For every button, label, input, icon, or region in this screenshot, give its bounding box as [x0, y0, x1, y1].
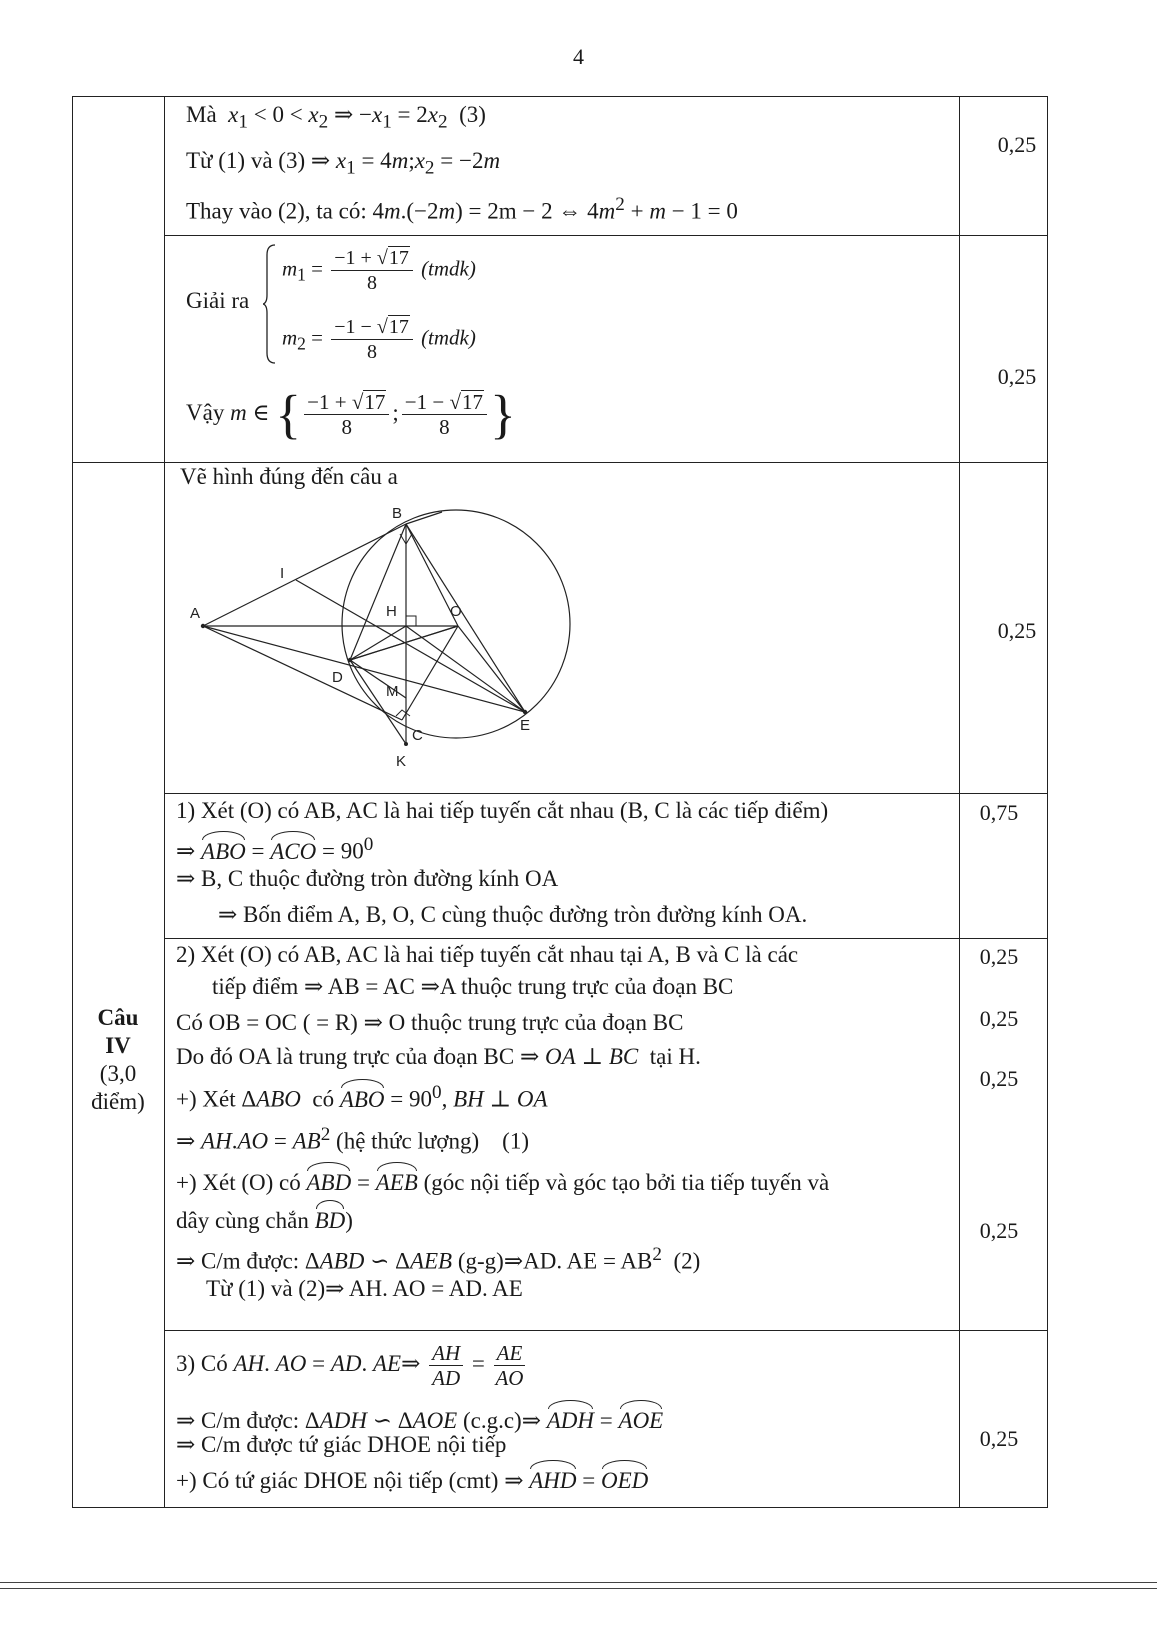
part1-line-1: Mà $x_1 < 0 < x_2$ ⇒ $-x_1 = 2x_2$ (3)	[186, 102, 486, 133]
q1-line-1: 1) Xét (O) có AB, AC là hai tiếp tuyến cắt nhau (B, C là các tiếp điểm)	[176, 798, 829, 823]
footer-rule	[0, 1582, 1157, 1583]
column-divider-left	[164, 96, 165, 1508]
point-a	[201, 624, 205, 628]
score-q2-1: 0,25	[979, 944, 1019, 969]
segment-oc	[402, 626, 458, 720]
q2-line-5: +) Xét ΔABO có ABO = $90^0$, BH ⊥ OA	[176, 1078, 548, 1115]
segment-ac	[203, 626, 402, 720]
part1-line-3: Thay vào (2), ta có: 4m.(−2m) = 2m − 2 ⇔ $4m^2 + m - 1 = 0$	[186, 194, 738, 224]
q3-line-2: ⇒ C/m được: ΔADH ∽ ΔAOE (c.g.c)⇒ ADH = AOE	[176, 1400, 663, 1436]
score-q2-4: 0,25	[979, 1218, 1019, 1243]
label-c: C	[412, 727, 423, 744]
q1-line-3: ⇒ B, C thuộc đường tròn đường kính OA	[176, 866, 559, 891]
row-divider	[164, 1330, 1048, 1331]
page-number: 4	[573, 44, 584, 69]
tangent-ab	[203, 524, 406, 626]
score-q1: 0,75	[979, 800, 1019, 825]
q2-line-8: dây cùng chắn BD)	[176, 1200, 353, 1236]
tangent-extension	[406, 512, 442, 524]
solve-label: Giải ra	[186, 288, 250, 313]
q3-line-4: +) Có tứ giác DHOE nội tiếp (cmt) ⇒ AHD = OED	[176, 1460, 648, 1496]
part1-line-2: Từ (1) và (3) ⇒ $x_1$ = $4m;x_2 = -2m$	[186, 148, 501, 179]
label-o: O	[450, 603, 462, 620]
circle-o	[342, 510, 570, 738]
row-divider	[164, 793, 1048, 794]
row-divider	[164, 235, 1048, 236]
geometry-figure	[170, 498, 590, 790]
q2-line-10: Từ (1) và (2)⇒ AH. AO = AD. AE	[206, 1276, 523, 1301]
label-i: I	[280, 565, 285, 582]
right-angle-h	[406, 616, 416, 626]
q2-line-4: Do đó OA là trung trực của đoạn BC ⇒ OA ⊥ BC tại H.	[176, 1044, 701, 1069]
label-d: D	[332, 669, 343, 686]
segment-dh	[350, 626, 406, 660]
score-q3: 0,25	[979, 1426, 1019, 1451]
score-q2-3: 0,25	[979, 1066, 1019, 1091]
label-a: A	[190, 605, 201, 622]
score-q2-2: 0,25	[979, 1006, 1019, 1031]
label-m: M	[386, 683, 399, 700]
score-part1b: 0,25	[997, 364, 1037, 389]
label-b: B	[392, 505, 403, 522]
section-label: Câu IV (3,0 điểm)	[91, 1005, 145, 1114]
figure-caption: Vẽ hình đúng đến câu a	[180, 464, 398, 489]
label-e: E	[520, 717, 531, 734]
q2-line-1: 2) Xét (O) có AB, AC là hai tiếp tuyến cắt nhau tại A, B và C là các	[176, 942, 799, 967]
segment-ie	[296, 580, 525, 712]
system-brace	[263, 243, 275, 363]
root-m1: $m_1$ = $\frac{-1 + √17}{8}$ (tmdk)	[282, 247, 476, 294]
q2-line-2: tiếp điểm ⇒ AB = AC ⇒A thuộc trung trực của đoạn BC	[212, 974, 734, 999]
q1-line-2: ⇒ ABO = ACO = $90^0$	[176, 830, 373, 867]
label-h: H	[386, 603, 397, 620]
q3-line-3: ⇒ C/m được tứ giác DHOE nội tiếp	[176, 1432, 507, 1457]
point-e	[523, 710, 527, 714]
point-k	[404, 742, 408, 746]
q2-line-3: Có OB = OC ( = R) ⇒ O thuộc trung trực của đoạn BC	[176, 1010, 684, 1035]
q2-line-7: +) Xét (O) có ABD = AEB (góc nội tiếp và góc tạo bởi tia tiếp tuyến và	[176, 1162, 829, 1198]
point-d	[348, 658, 352, 662]
segment-ho	[406, 626, 525, 712]
segment-oe	[458, 626, 525, 712]
score-part1a: 0,25	[997, 132, 1037, 157]
q2-line-6: ⇒ $AH.AO = AB^2$ (hệ thức lượng) (1)	[176, 1124, 529, 1154]
footer-rule	[0, 1588, 1157, 1589]
score-figure: 0,25	[997, 618, 1037, 643]
segment-bd	[350, 524, 406, 660]
conclusion-line: Vậy m ∈ { $\frac{-1 + √17}{8}$ ; $\frac{-1 - √17}{8}$ }	[186, 384, 516, 445]
root-m2: $m_2$ = $\frac{-1 - √17}{8}$ (tmdk)	[282, 316, 476, 363]
q2-line-9: ⇒ C/m được: ΔABD ∽ ΔAEB (g-g)⇒AD. AE = $AB^2$ (2)	[176, 1244, 701, 1274]
row-divider	[164, 938, 1048, 939]
q1-line-4: ⇒ Bốn điểm A, B, O, C cùng thuộc đường tròn đường kính OA.	[218, 902, 808, 927]
segment-mh	[350, 626, 458, 660]
label-k: K	[396, 753, 407, 770]
q3-line-1: 3) Có AH. AO = AD. AE⇒ $\frac{AH}{AD}$ = $\frac{AE}{AO}$	[176, 1341, 524, 1391]
